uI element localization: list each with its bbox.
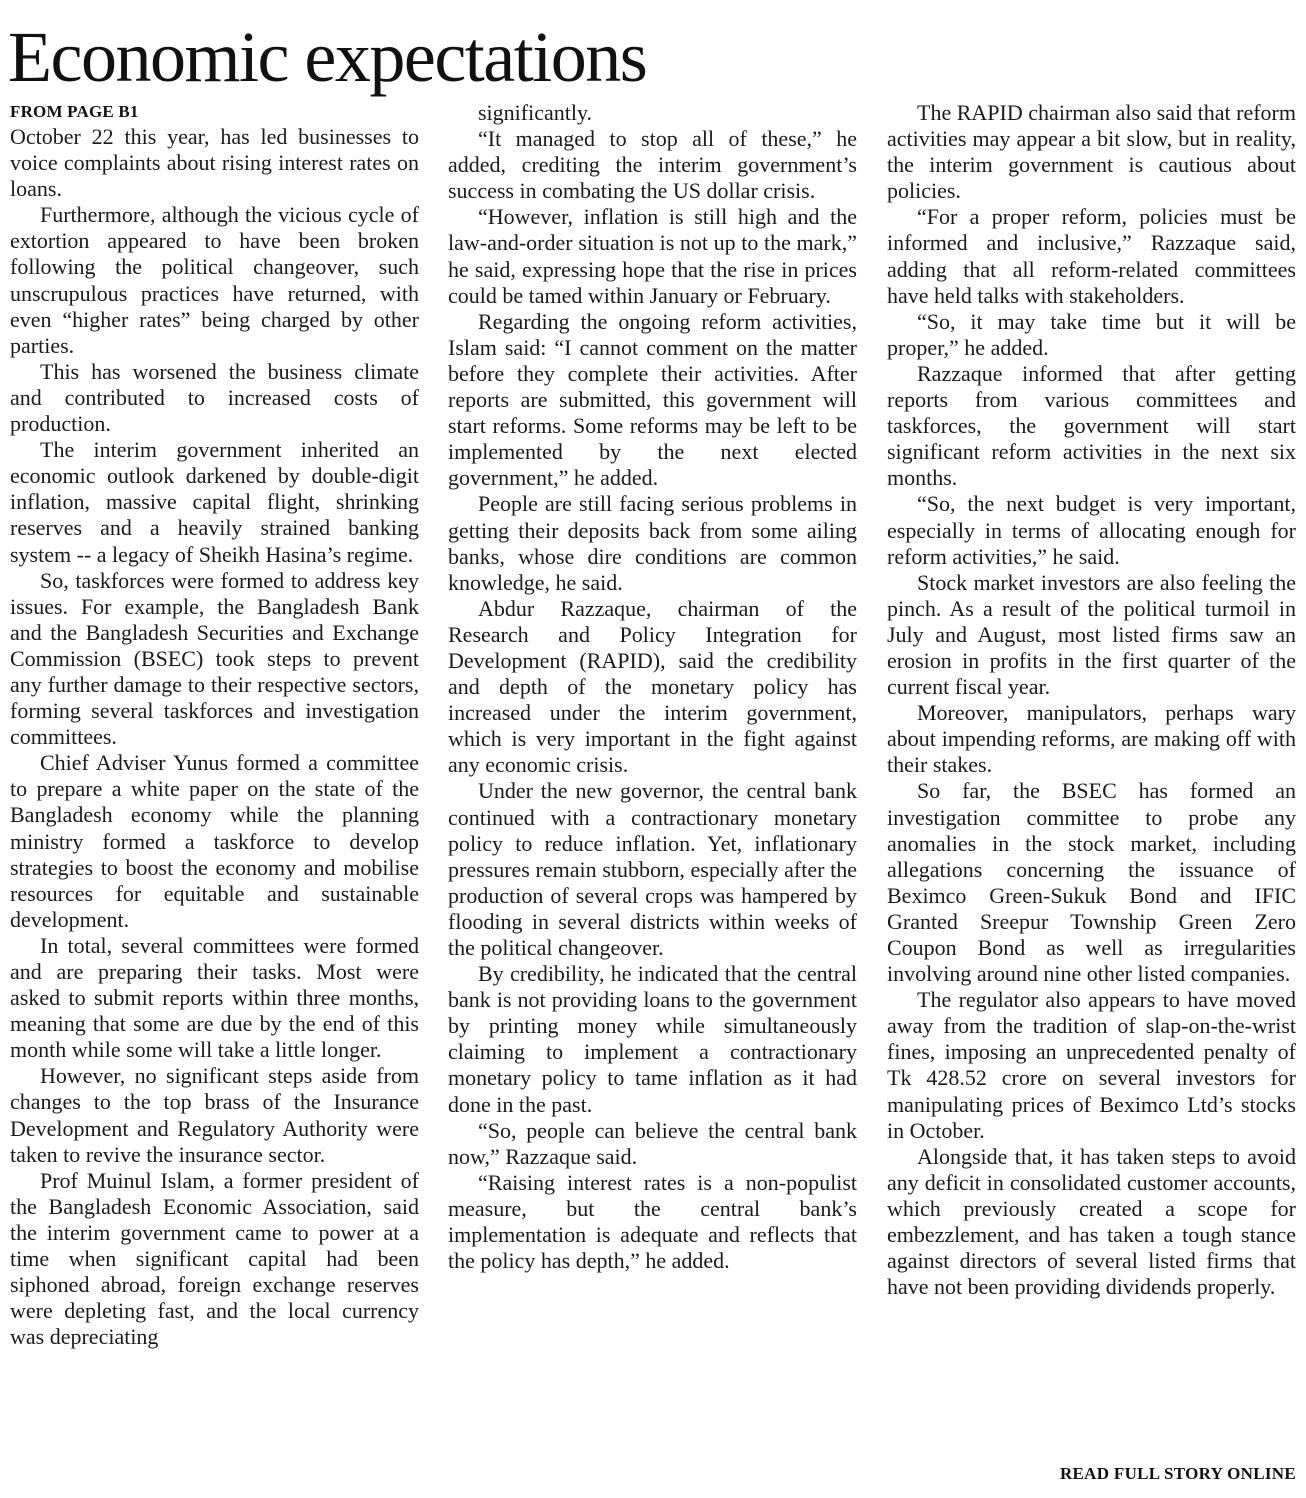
paragraph: “It managed to stop all of these,” he added, crediting the interim government’s success in combating the US dollar crisis. <box>448 126 857 204</box>
paragraph: Regarding the ongoing reform activities, Islam said: “I cannot comment on the matter before they complete their activities. After reports are submitted, this government will start reforms. Some reforms may be left to be implemented by the next elected government,” he added. <box>448 308 857 491</box>
paragraph: October 22 this year, has led businesses to voice complaints about rising interest rates on loans. <box>10 124 419 202</box>
paragraph: significantly. <box>478 100 593 125</box>
paragraph: “Raising interest rates is a non-populist measure, but the central bank’s implementation is adequate and reflects that the policy has depth,” he added. <box>448 1169 857 1274</box>
paragraph: So, taskforces were formed to address key issues. For example, the Bangladesh Bank and the Bangladesh Securities and Exchange Commission (BSEC) took steps to prevent any further damage to their respective sectors, forming several taskforces and investigation committees. <box>10 567 419 750</box>
headline: Economic expectations <box>8 17 647 97</box>
paragraph: Stock market investors are also feeling the pinch. As a result of the political turmoil in July and August, most listed firms saw an erosion in profits in the first quarter of the current fiscal year. <box>887 569 1296 700</box>
paragraph: “However, inflation is still high and the law-and-order situation is not up to the mark,” he said, expressing hope that the rise in prices could be tamed within January or February. <box>448 204 857 308</box>
article-column-3 <box>887 100 1296 1488</box>
paragraph: Chief Adviser Yunus formed a committee to prepare a white paper on the state of the Bangladesh economy while the planning ministry formed a taskforce to develop strategies to boost the economy and mobilise resources for equitable and sustainable development. <box>10 750 419 932</box>
article-column-2 <box>448 100 857 1488</box>
paragraph: Alongside that, it has taken steps to avoid any deficit in consolidated customer accounts, which previously created a scope for embezzlement, and has taken a tough stance against directors of several listed firms that have not been providing dividends properly. <box>887 1143 1296 1300</box>
paragraph: “For a proper reform, policies must be informed and inclusive,” Razzaque said, adding that all reform-related committees have held talks with stakeholders. <box>887 204 1296 308</box>
paragraph: “So, people can believe the central bank now,” Razzaque said. <box>448 1117 857 1169</box>
paragraph: So far, the BSEC has formed an investigation committee to probe any anomalies in the stock market, including allegations concerning the issuance of Beximco Green-Sukuk Bond and IFIC Granted Sreepur Township Green Zero Coupon Bond as well as irregularities involving around nine other listed companies. <box>887 778 1296 987</box>
paragraph: Moreover, manipulators, perhaps wary about impending reforms, are making off with their stakes. <box>887 700 1296 778</box>
paragraph: People are still facing serious problems in getting their deposits back from some ailing banks, whose dire conditions are common knowledge, he said. <box>448 491 857 595</box>
paragraph: The regulator also appears to have moved away from the tradition of slap-on-the-wrist fines, imposing an unprecedented penalty of Tk 428.52 crore on several investors for manipulating prices of Beximco Ltd’s stocks in October. <box>887 987 1296 1143</box>
paragraph: Abdur Razzaque, chairman of the Research and Policy Integration for Development (RAPID), said the credibility and depth of the monetary policy has increased under the interim government, which is very important in the fight against any economic crisis. <box>448 595 857 778</box>
paragraph: The RAPID chairman also said that reform activities may appear a bit slow, but in reality, the interim government is cautious about policies. <box>887 100 1296 204</box>
paragraph: “So, the next budget is very important, especially in terms of allocating enough for reform activities,” he said. <box>887 491 1296 569</box>
paragraph: Prof Muinul Islam, a former president of the Bangladesh Economic Association, said the interim government came to power at a time when significant capital had been siphoned abroad, foreign exchange reserves were depleting fast, and the local currency was depreciating <box>10 1167 419 1350</box>
paragraph: This has worsened the business climate and contributed to increased costs of production. <box>10 358 419 437</box>
paragraph: Razzaque informed that after getting reports from various committees and taskforces, the government will start significant reform activities in the next six months. <box>887 360 1296 491</box>
read-full-story-link[interactable]: READ FULL STORY ONLINE <box>1052 1464 1296 1484</box>
paragraph: Furthermore, although the vicious cycle of extortion appeared to have been broken following the political changeover, such unscrupulous practices have returned, with even “higher rates” being charged by other parties. <box>10 202 419 358</box>
paragraph: However, no significant steps aside from changes to the top brass of the Insurance Development and Regulatory Authority were taken to revive the insurance sector. <box>10 1063 419 1167</box>
article-body <box>10 100 1296 1488</box>
paragraph: By credibility, he indicated that the central bank is not providing loans to the government by printing money while simultaneously claiming to implement a contractionary monetary policy to tame inflation as it had done in the past. <box>448 961 857 1117</box>
paragraph: Under the new governor, the central bank continued with a contractionary monetary policy to reduce inflation. Yet, inflationary pressures remain stubborn, especially after the production of several crops was hampered by flooding in several districts within weeks of the political changeover. <box>448 778 857 960</box>
paragraph: In total, several committees were formed and are preparing their tasks. Most were asked to submit reports within three months, meaning that some are due by the end of this month while some will take a little longer. <box>10 932 419 1063</box>
article-column-1 <box>10 100 419 1488</box>
paragraph: “So, it may take time but it will be proper,” he added. <box>887 308 1296 360</box>
continuation-kicker: FROM PAGE B1 <box>10 102 139 121</box>
paragraph: The interim government inherited an economic outlook darkened by double-digit inflation, massive capital flight, shrinking reserves and a heavily strained banking system -- a legacy of Sheikh Hasina’s regime. <box>10 437 419 567</box>
